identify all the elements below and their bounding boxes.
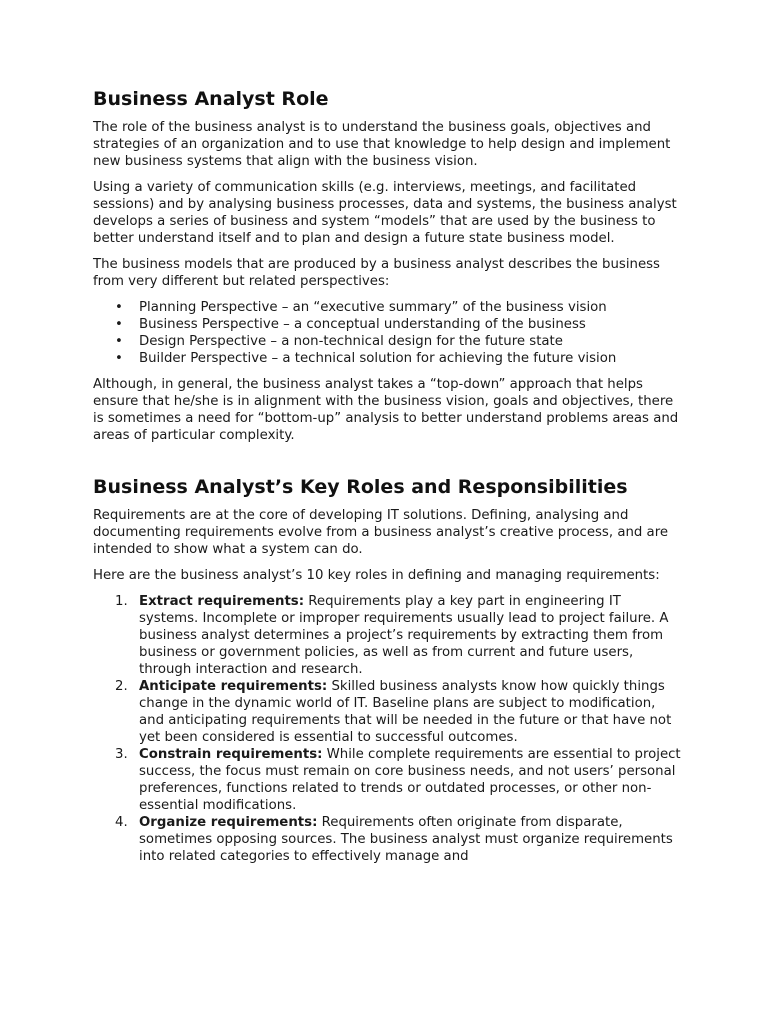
paragraph: Requirements are at the core of developing IT solutions. Defining, analysing and documenting requirements evolve from a business analyst’s creative process, and are intended to show what a system can do. bbox=[93, 508, 669, 557]
section-heading: Business Analyst’s Key Roles and Responsibilities bbox=[93, 476, 628, 498]
list-item-text: Design Perspective – a non-technical design for the future state bbox=[139, 334, 563, 349]
role-description: Skilled business analysts know how quickly things change in the dynamic world of IT. Baseline plans are subject to modification, and anticipating requirements that will be needed in the future or that have not yet been considered is essential to successful outcomes. bbox=[139, 679, 672, 745]
section-heading: Business Analyst Role bbox=[93, 88, 329, 110]
list-item bbox=[93, 593, 683, 678]
paragraph: The business models that are produced by a business analyst describes the business from very different but related perspectives: bbox=[93, 257, 660, 289]
role-term: Organize requirements: bbox=[139, 815, 318, 830]
paragraph: The role of the business analyst is to understand the business goals, objectives and strategies of an organization and to use that knowledge to help design and implement new business systems that align with the business vision. bbox=[93, 120, 671, 169]
role-term: Anticipate requirements: bbox=[139, 679, 328, 694]
list-item-text: Business Perspective – a conceptual understanding of the business bbox=[139, 317, 586, 332]
paragraph: Using a variety of communication skills (e.g. interviews, meetings, and facilitated sessions) and by analysing business processes, data and systems, the business analyst develops a series of business and system “models” that are used by the business to better understand itself and to plan and design a future state business model. bbox=[93, 180, 677, 246]
paragraph: Here are the business analyst’s 10 key roles in defining and managing requirements: bbox=[93, 568, 660, 583]
list-item bbox=[93, 746, 683, 814]
perspectives-list bbox=[93, 299, 683, 367]
paragraph: Although, in general, the business analyst takes a “top-down” approach that helps ensure that he/she is in alignment with the business vision, goals and objectives, there is sometimes a need for “bottom-up” analysis to better understand problems areas and areas of particular complexity. bbox=[93, 377, 679, 443]
bullet-icon: • bbox=[115, 300, 123, 315]
role-description: Requirements often originate from disparate, sometimes opposing sources. The business analyst must organize requirements into related categories to effectively manage and bbox=[139, 815, 673, 864]
list-number: 4. bbox=[115, 815, 128, 830]
role-description: Requirements play a key part in engineering IT systems. Incomplete or improper requirements usually lead to project failure. A business analyst determines a project’s requirements by extracting them from business or government policies, as well as from current and future users, through interaction and research. bbox=[139, 594, 669, 677]
list-item bbox=[93, 814, 683, 865]
key-roles-list bbox=[93, 593, 683, 865]
list-item bbox=[93, 299, 683, 316]
list-item bbox=[93, 316, 683, 333]
role-term: Constrain requirements: bbox=[139, 747, 323, 762]
role-term: Extract requirements: bbox=[139, 594, 305, 609]
list-number: 2. bbox=[115, 679, 128, 694]
list-item bbox=[93, 333, 683, 350]
role-description: While complete requirements are essential to project success, the focus must remain on core business needs, and not users’ personal preferences, functions related to trends or outdated processes, or other non-essential modifications. bbox=[139, 747, 681, 813]
list-item bbox=[93, 350, 683, 367]
list-number: 1. bbox=[115, 594, 128, 609]
bullet-icon: • bbox=[115, 317, 123, 332]
document-page bbox=[93, 86, 683, 865]
list-item bbox=[93, 678, 683, 746]
bullet-icon: • bbox=[115, 334, 123, 349]
list-item-text: Builder Perspective – a technical solution for achieving the future vision bbox=[139, 351, 617, 366]
bullet-icon: • bbox=[115, 351, 123, 366]
list-number: 3. bbox=[115, 747, 128, 762]
list-item-text: Planning Perspective – an “executive summary” of the business vision bbox=[139, 300, 607, 315]
